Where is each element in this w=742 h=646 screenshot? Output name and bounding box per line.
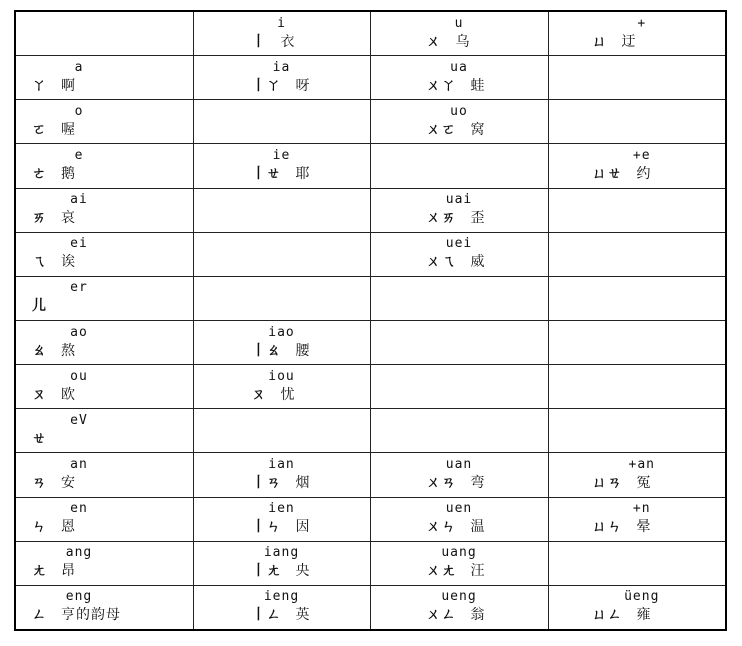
example-character: 温 — [470, 519, 486, 536]
final-cell — [16, 410, 193, 452]
final-cell — [194, 13, 370, 55]
example-character: 诶 — [61, 254, 76, 271]
final-cell — [194, 366, 370, 408]
table-row — [15, 232, 726, 276]
final-cell — [16, 322, 193, 364]
zhuyin-symbol: 丨ㄢ — [251, 474, 282, 491]
table-cell — [15, 409, 193, 453]
final-cell — [371, 454, 548, 496]
zhuyin-example — [593, 255, 607, 271]
table-row — [15, 276, 726, 320]
romanization-label: iou — [268, 368, 295, 384]
zhuyin-example — [427, 432, 441, 448]
final-cell — [194, 189, 370, 231]
final-cell — [371, 13, 548, 55]
romanization-label: u — [454, 15, 464, 31]
table-cell — [15, 541, 193, 585]
table-cell — [15, 144, 193, 188]
table-cell — [370, 144, 548, 188]
romanization-label: ia — [272, 59, 291, 75]
final-cell — [549, 366, 726, 408]
final-cell — [371, 277, 548, 319]
romanization-label: ang — [65, 545, 93, 561]
final-cell — [371, 366, 548, 408]
table-cell — [15, 497, 193, 541]
zhuyin-example — [32, 516, 76, 536]
final-cell — [549, 542, 726, 584]
zhuyin-example — [427, 31, 471, 51]
zhuyin-symbol: ㄨㄛ — [426, 121, 457, 138]
romanization-label: uei — [445, 236, 473, 252]
table-cell — [370, 320, 548, 364]
finals-table-body — [15, 11, 726, 630]
table-cell — [548, 144, 726, 188]
zhuyin-example — [252, 211, 266, 227]
example-character: 冤 — [636, 474, 652, 491]
zhuyin-symbol: ㄡ — [32, 386, 47, 403]
zhuyin-symbol: ㄢ — [32, 474, 47, 491]
table-cell — [548, 276, 726, 320]
table-row — [15, 497, 726, 541]
zhuyin-symbol: ㄞ — [32, 210, 47, 227]
zhuyin-example — [593, 344, 607, 360]
romanization-label: en — [70, 501, 88, 517]
table-cell — [193, 11, 370, 56]
romanization-label: + — [637, 15, 647, 31]
zhuyin-symbol: ㄚ — [32, 77, 47, 94]
zhuyin-example — [252, 560, 311, 580]
table-cell — [15, 320, 193, 364]
zhuyin-example — [593, 432, 607, 448]
table-row — [15, 409, 726, 453]
example-character: 英 — [295, 607, 311, 624]
zhuyin-symbol: 丨ㄥ — [251, 607, 282, 624]
table-cell — [193, 188, 370, 232]
romanization-label: an — [70, 456, 88, 472]
example-character: 雍 — [636, 607, 652, 624]
final-cell — [371, 101, 548, 143]
zhuyin-example — [427, 167, 441, 183]
zhuyin-example — [427, 472, 486, 492]
romanization-label: +e — [632, 147, 651, 163]
table-cell — [548, 232, 726, 276]
zhuyin-symbol: ㄨㄢ — [426, 474, 457, 491]
zhuyin-symbol: ㄨㄟ — [426, 254, 457, 271]
final-cell — [194, 410, 370, 452]
example-character: 因 — [295, 519, 311, 536]
zhuyin-symbol: 丨ㄠ — [251, 342, 282, 359]
example-character: 喔 — [61, 121, 76, 138]
table-cell — [15, 585, 193, 630]
romanization-label: ie — [272, 147, 291, 163]
table-cell — [370, 188, 548, 232]
final-cell — [16, 586, 193, 628]
table-cell — [193, 276, 370, 320]
table-row — [15, 585, 726, 630]
example-character: 哀 — [61, 210, 76, 227]
final-cell — [16, 366, 193, 408]
zhuyin-example — [593, 472, 652, 492]
table-cell — [193, 365, 370, 409]
example-character: 耶 — [295, 165, 311, 182]
table-cell — [370, 497, 548, 541]
zhuyin-example — [252, 75, 311, 95]
zhuyin-example — [32, 384, 76, 404]
example-character: 鹅 — [61, 165, 76, 182]
table-cell — [193, 144, 370, 188]
example-character: 央 — [295, 563, 311, 580]
zhuyin-example — [427, 344, 441, 360]
zhuyin-example — [32, 207, 76, 227]
table-cell — [193, 497, 370, 541]
final-cell — [16, 145, 193, 187]
final-cell — [194, 322, 370, 364]
final-cell — [371, 57, 548, 99]
romanization-label: uo — [450, 103, 468, 119]
zhuyin-example — [32, 428, 61, 448]
zhuyin-example — [427, 119, 486, 139]
table-cell — [548, 453, 726, 497]
final-cell — [194, 57, 370, 99]
example-character: 安 — [61, 474, 76, 491]
example-character: 腰 — [295, 342, 311, 359]
final-cell — [371, 410, 548, 452]
zhuyin-example — [427, 75, 486, 95]
zhuyin-example — [252, 31, 296, 51]
example-character: 弯 — [470, 474, 486, 491]
final-cell — [371, 542, 548, 584]
table-cell — [548, 585, 726, 630]
romanization-label: a — [74, 59, 84, 75]
zhuyin-example — [32, 163, 76, 183]
table-cell — [15, 453, 193, 497]
zhuyin-symbol: ㄩㄣ — [592, 519, 623, 536]
final-cell — [194, 542, 370, 584]
table-cell — [15, 56, 193, 100]
finals-table — [14, 10, 727, 631]
romanization-label: uen — [445, 501, 473, 517]
zhuyin-example — [593, 564, 607, 580]
zhuyin-example — [252, 516, 311, 536]
zhuyin-example — [32, 119, 76, 139]
final-cell — [16, 542, 193, 584]
zhuyin-example — [32, 251, 76, 271]
romanization-label: +an — [628, 456, 655, 472]
romanization-label: iang — [263, 545, 300, 561]
romanization-label: ieng — [263, 589, 300, 605]
zhuyin-symbol: ㄩㄢ — [592, 474, 623, 491]
zhuyin-symbol: ㄜ — [32, 165, 47, 182]
romanization-label: uan — [445, 456, 473, 472]
final-cell — [16, 189, 193, 231]
final-cell — [16, 277, 193, 319]
final-cell — [549, 101, 726, 143]
zhuyin-symbol: 丨 — [251, 33, 267, 50]
zhuyin-symbol: ㄨㄣ — [426, 519, 457, 536]
zhuyin-example — [593, 79, 607, 95]
romanization-label: ien — [268, 501, 295, 517]
final-cell — [549, 410, 726, 452]
final-cell — [194, 101, 370, 143]
zhuyin-example — [593, 163, 652, 183]
zhuyin-example — [32, 604, 121, 624]
final-cell — [549, 57, 726, 99]
zhuyin-symbol: ㄠ — [32, 342, 47, 359]
table-cell — [370, 409, 548, 453]
example-character: 乌 — [455, 33, 471, 50]
table-cell — [15, 365, 193, 409]
example-character: 欧 — [61, 386, 76, 403]
final-cell — [371, 498, 548, 540]
zhuyin-symbol: ㄛ — [32, 121, 47, 138]
final-cell — [16, 13, 193, 55]
example-character: 约 — [636, 165, 652, 182]
zhuyin-example — [427, 388, 441, 404]
example-character: 忧 — [280, 386, 296, 403]
zhuyin-symbol: ㄩㄝ — [592, 165, 623, 182]
zhuyin-example — [252, 299, 266, 315]
table-cell — [193, 453, 370, 497]
final-cell — [16, 454, 193, 496]
zhuyin-symbol: 儿 — [32, 298, 47, 315]
example-character: 熬 — [61, 342, 76, 359]
table-row — [15, 365, 726, 409]
romanization-label: uang — [441, 545, 477, 561]
table-cell — [548, 320, 726, 364]
table-header-row — [15, 11, 726, 56]
zhuyin-symbol: ㄟ — [32, 254, 47, 271]
final-cell — [371, 233, 548, 275]
zhuyin-symbol: ㄣ — [32, 519, 47, 536]
example-character: 威 — [470, 254, 486, 271]
romanization-label: ao — [70, 324, 88, 340]
zhuyin-symbol: ㄝ — [32, 430, 47, 447]
romanization-label: er — [70, 280, 88, 296]
table-cell — [548, 541, 726, 585]
final-cell — [194, 454, 370, 496]
example-character: 昂 — [61, 563, 76, 580]
zhuyin-example — [252, 123, 266, 139]
zhuyin-example — [593, 31, 637, 51]
zhuyin-example — [252, 384, 296, 404]
final-cell — [549, 586, 726, 628]
table-cell — [15, 100, 193, 144]
table-cell — [193, 541, 370, 585]
zhuyin-example — [252, 340, 311, 360]
final-cell — [194, 498, 370, 540]
table-cell — [15, 276, 193, 320]
zhuyin-example — [593, 123, 607, 139]
zhuyin-symbol: ㄨㄤ — [426, 563, 457, 580]
table-cell — [193, 585, 370, 630]
romanization-label: üeng — [624, 589, 660, 605]
romanization-label: uai — [445, 192, 473, 208]
zhuyin-example — [32, 35, 46, 51]
final-cell — [371, 189, 548, 231]
zhuyin-example — [252, 604, 311, 624]
zhuyin-example — [252, 163, 311, 183]
table-cell — [548, 497, 726, 541]
table-row — [15, 541, 726, 585]
example-character: 烟 — [295, 474, 311, 491]
table-cell — [548, 188, 726, 232]
table-cell — [15, 188, 193, 232]
example-character: 汪 — [470, 563, 486, 580]
example-character: 歪 — [470, 210, 486, 227]
table-cell — [370, 232, 548, 276]
romanization-label: +n — [632, 501, 651, 517]
romanization-label: ueng — [441, 589, 477, 605]
zhuyin-example — [427, 516, 486, 536]
example-character: 恩 — [61, 519, 76, 536]
zhuyin-symbol: ㄩ — [592, 33, 608, 50]
zhuyin-example — [252, 255, 266, 271]
romanization-label: ua — [450, 59, 468, 75]
table-cell — [193, 232, 370, 276]
example-character: 衣 — [280, 33, 296, 50]
zhuyin-example — [427, 207, 486, 227]
final-cell — [16, 498, 193, 540]
zhuyin-example — [252, 472, 311, 492]
final-cell — [371, 145, 548, 187]
table-cell — [548, 11, 726, 56]
zhuyin-symbol: 丨ㄝ — [251, 165, 282, 182]
zhuyin-example — [593, 516, 652, 536]
romanization-label: ai — [70, 192, 88, 208]
zhuyin-symbol: ㄥ — [32, 607, 47, 624]
romanization-label: ian — [268, 456, 295, 472]
table-row — [15, 320, 726, 364]
final-cell — [16, 233, 193, 275]
table-cell — [193, 320, 370, 364]
table-cell — [15, 11, 193, 56]
zhuyin-symbol: ㄡ — [251, 386, 267, 403]
zhuyin-example — [593, 211, 607, 227]
final-cell — [371, 322, 548, 364]
romanization-label: ou — [70, 368, 88, 384]
romanization-label: ei — [70, 236, 88, 252]
zhuyin-symbol: ㄨㄥ — [426, 607, 457, 624]
zhuyin-symbol: ㄤ — [32, 563, 47, 580]
zhuyin-symbol: ㄨㄞ — [426, 210, 457, 227]
final-cell — [549, 13, 726, 55]
table-cell — [548, 100, 726, 144]
final-cell — [16, 101, 193, 143]
table-cell — [370, 11, 548, 56]
zhuyin-example — [32, 75, 76, 95]
table-cell — [15, 232, 193, 276]
example-character: 窝 — [470, 121, 486, 138]
final-cell — [549, 233, 726, 275]
zhuyin-symbol: ㄨㄚ — [426, 77, 457, 94]
table-cell — [548, 56, 726, 100]
zhuyin-symbol: 丨ㄚ — [251, 77, 282, 94]
zhuyin-example — [252, 432, 266, 448]
romanization-label: eV — [70, 412, 88, 428]
table-row — [15, 56, 726, 100]
table-row — [15, 188, 726, 232]
final-cell — [549, 498, 726, 540]
romanization-label: eng — [65, 589, 93, 605]
final-cell — [549, 277, 726, 319]
zhuyin-example — [593, 299, 607, 315]
final-cell — [549, 189, 726, 231]
table-cell — [370, 365, 548, 409]
zhuyin-example — [32, 472, 76, 492]
final-cell — [371, 586, 548, 628]
zhuyin-example — [593, 604, 652, 624]
final-cell — [549, 454, 726, 496]
zhuyin-symbol: 丨ㄤ — [251, 563, 282, 580]
zhuyin-example — [32, 295, 61, 315]
romanization-label: iao — [268, 324, 295, 340]
table-cell — [548, 409, 726, 453]
romanization-label: o — [74, 103, 84, 119]
zhuyin-example — [427, 299, 441, 315]
table-row — [15, 144, 726, 188]
table-row — [15, 453, 726, 497]
table-cell — [193, 56, 370, 100]
table-cell — [370, 453, 548, 497]
zhuyin-example — [593, 388, 607, 404]
table-row — [15, 100, 726, 144]
table-cell — [370, 276, 548, 320]
table-cell — [370, 56, 548, 100]
zhuyin-symbol: ㄩㄥ — [592, 607, 623, 624]
table-cell — [193, 100, 370, 144]
romanization-label: e — [74, 147, 84, 163]
table-cell — [370, 100, 548, 144]
table-cell — [370, 541, 548, 585]
table-cell — [193, 409, 370, 453]
example-character: 亨的韵母 — [61, 607, 121, 624]
zhuyin-example — [427, 604, 486, 624]
zhuyin-symbol: 丨ㄣ — [251, 519, 282, 536]
example-character: 呀 — [295, 77, 311, 94]
final-cell — [194, 277, 370, 319]
zhuyin-example — [427, 251, 486, 271]
example-character: 晕 — [636, 519, 652, 536]
zhuyin-symbol: ㄨ — [426, 33, 442, 50]
final-cell — [16, 57, 193, 99]
example-character: 蛙 — [470, 77, 486, 94]
zhuyin-example — [32, 340, 76, 360]
table-cell — [370, 585, 548, 630]
final-cell — [194, 233, 370, 275]
final-cell — [549, 145, 726, 187]
romanization-label: i — [277, 15, 286, 31]
final-cell — [194, 145, 370, 187]
zhuyin-example — [32, 560, 76, 580]
table-cell — [548, 365, 726, 409]
example-character: 啊 — [61, 77, 76, 94]
final-cell — [194, 586, 370, 628]
zhuyin-example — [427, 560, 486, 580]
example-character: 翁 — [470, 607, 486, 624]
example-character: 迂 — [621, 33, 637, 50]
final-cell — [549, 322, 726, 364]
